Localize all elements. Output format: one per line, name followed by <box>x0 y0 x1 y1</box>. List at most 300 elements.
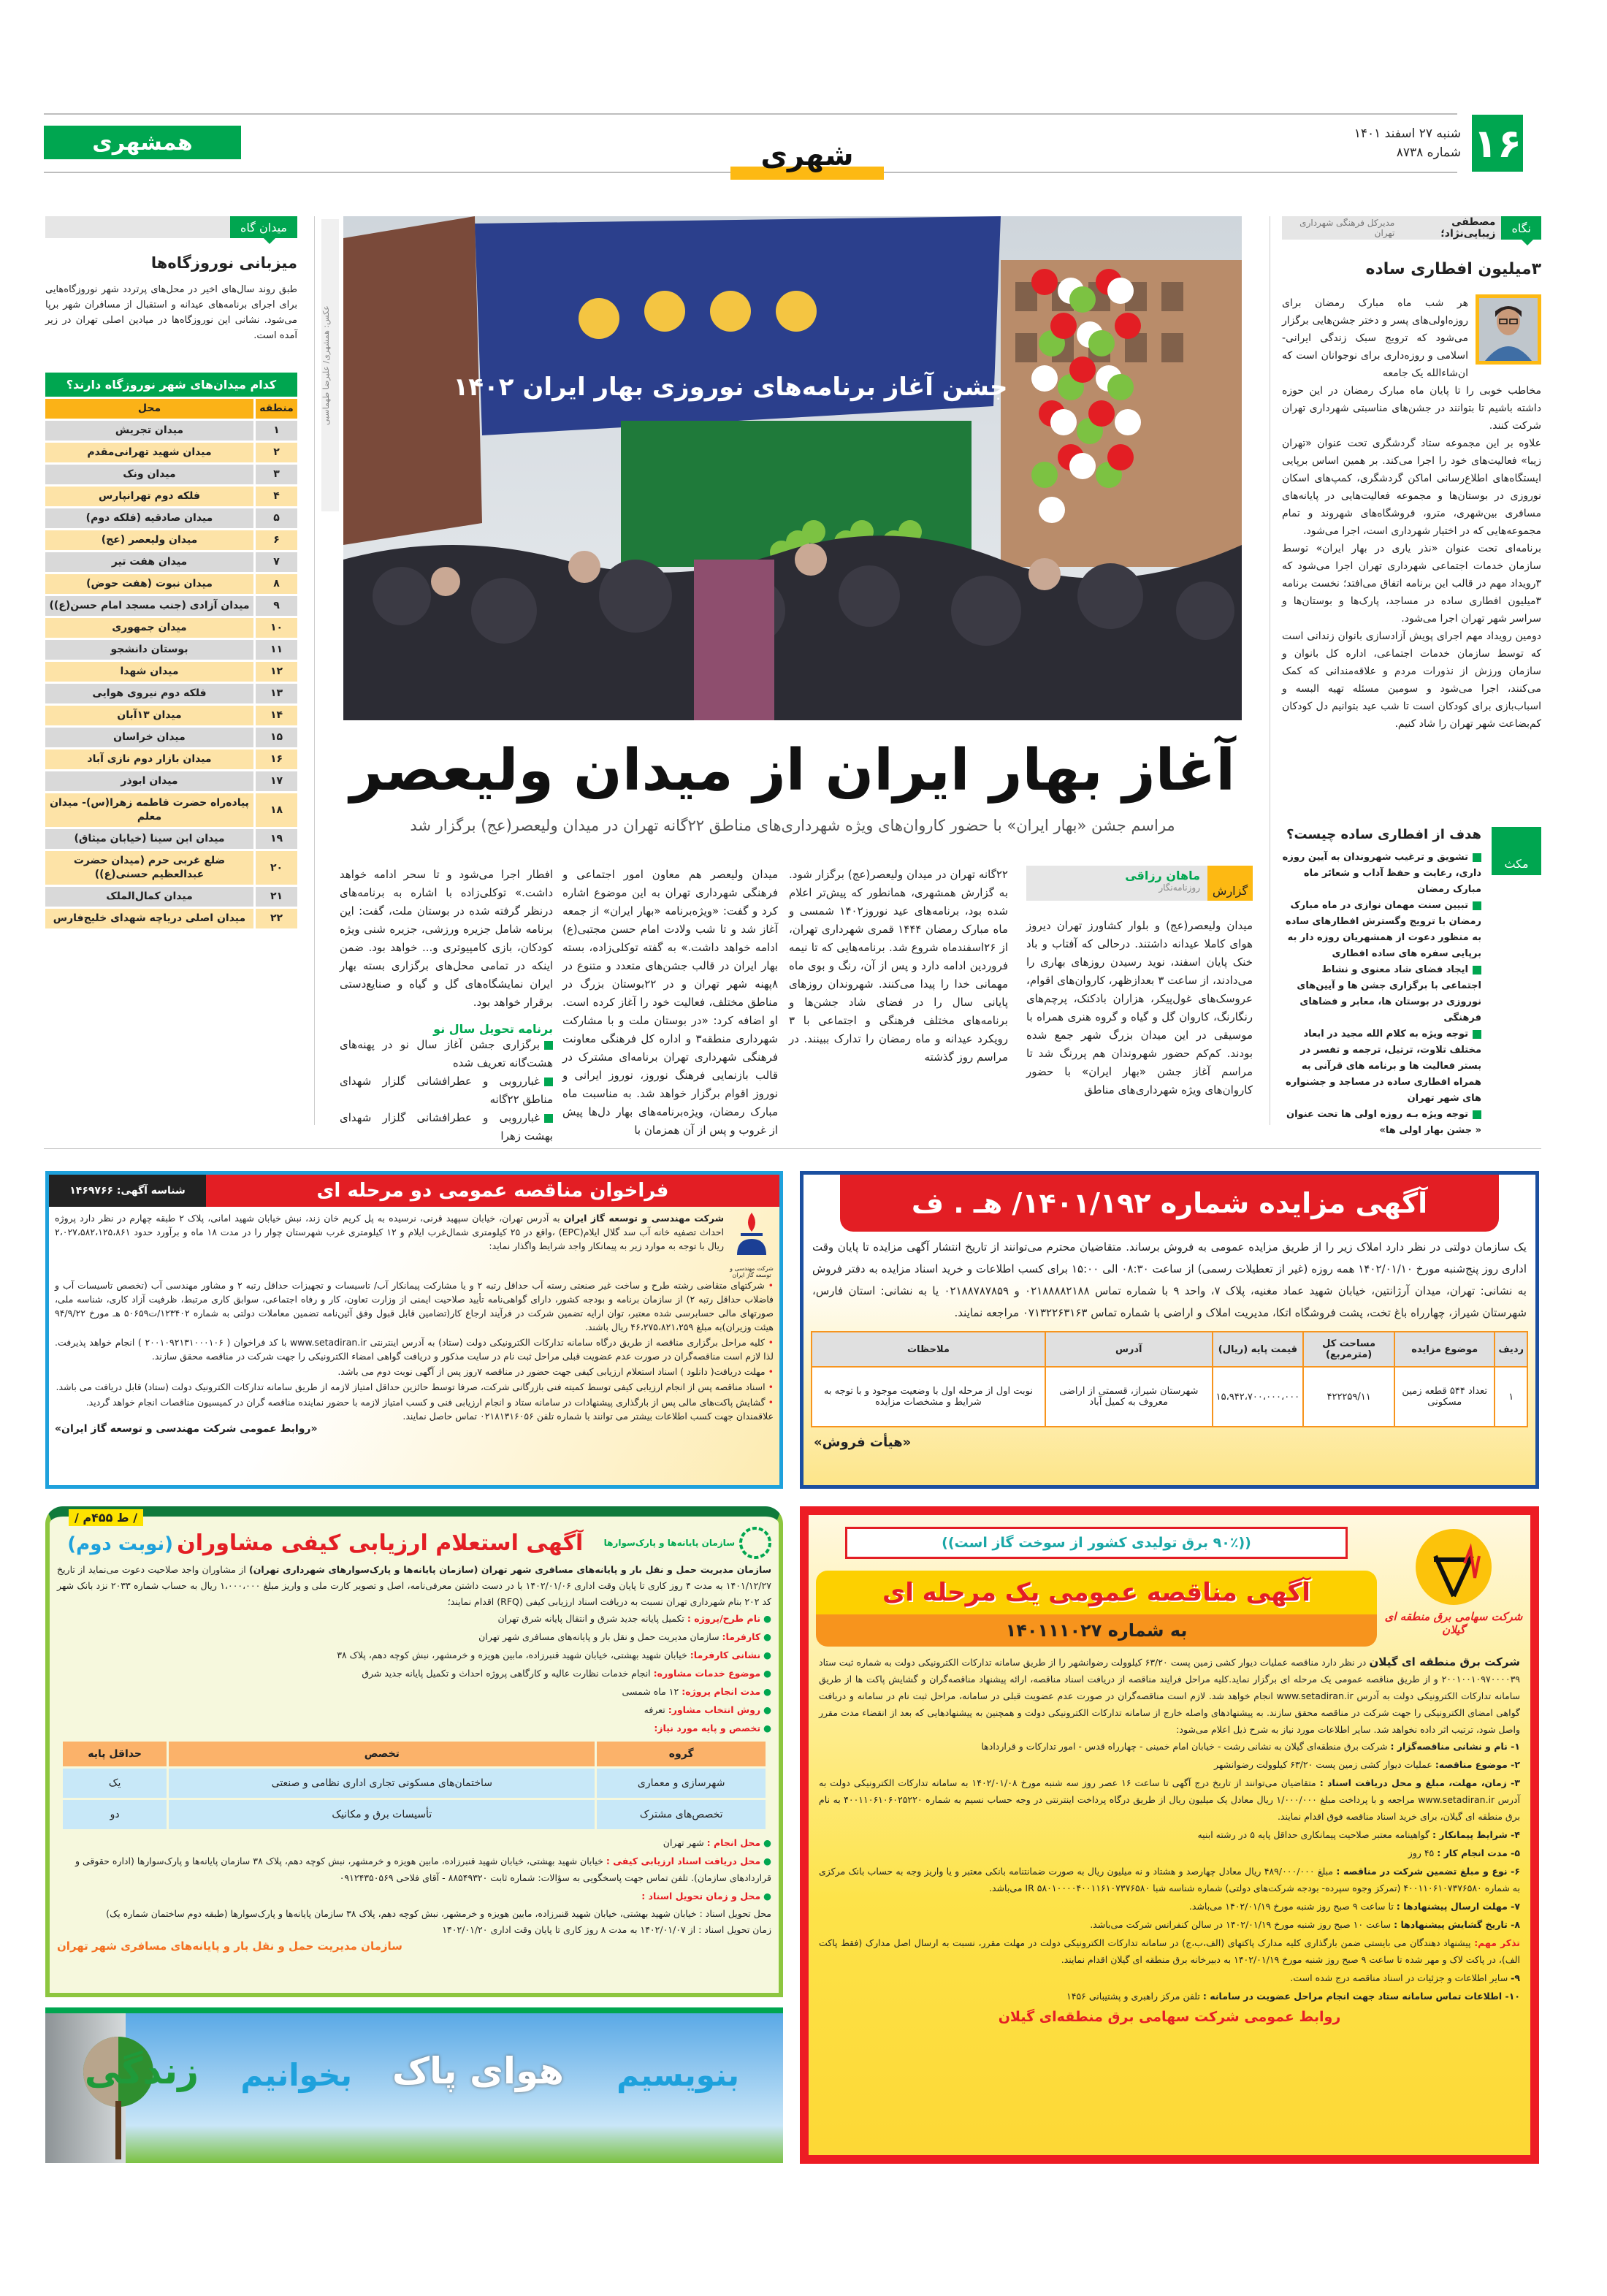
gilan-item <box>819 1756 1520 1773</box>
auction-cell: شهرستان شیراز، قسمتی از اراضی معروف به کمیل آباد <box>1045 1367 1213 1427</box>
main-subtitle: مراسم جشن «بهار ایران» با حضور کاروان‌های ویژه شهرداری‌های مناطق ۲۲گانه تهران در میدان ولیعصر(عج) برگزار شد <box>410 817 1175 834</box>
region-cell: ۱۷ <box>253 771 297 791</box>
ad-item-label: نام طرح/پروژه : <box>687 1613 761 1624</box>
consult-column-header: گروه <box>668 1748 694 1760</box>
negah-tag: نگاه <box>1501 216 1541 240</box>
bullet-icon: ● <box>760 1891 771 1902</box>
hamshahri-logo: همشهری <box>44 126 241 159</box>
gilan-item <box>819 1898 1520 1915</box>
auction-cell: تعداد ۵۴۴ قطعه زمین مسکونی <box>1394 1367 1495 1427</box>
gilan-item-value: گواهینامه معتبر صلاحیت پیمانکاری حداقل پایه ۵ در رشته ابنیه <box>1197 1829 1429 1840</box>
region-cell: ۱ <box>253 421 297 440</box>
table-row <box>63 1800 766 1829</box>
place-cell: میدان ونک <box>45 465 253 484</box>
gilan-item-label: ۸- تاریخ گشایش پیشنهادها : <box>1394 1919 1520 1930</box>
region-cell: ۱۳ <box>253 684 297 703</box>
maks-item <box>1282 850 1481 898</box>
gas-company-logo <box>730 1211 774 1278</box>
maks-item-text: توجه ویژه به کلام الله مجید در ابعاد مختلف تلاوت، ترتیل، ترجمه و تفسر در بستر فعالیت ها و برنامه های قرآنی به همراه افطاری ساده در مساجد و جشنواره های شهر تهران <box>1286 1029 1481 1104</box>
negah-intro: هر شب ماه مبارک رمضان برای روزه‌اولی‌های پسر و دختر جشن‌هایی برگزار می‌شود که ترویج سبک زندگی ایرانی-اسلامی و روزه‌داری برای نوجوانان است که ان‌شاءالله یک جامعه <box>1282 297 1468 379</box>
ad-item-value: انجام خدمات نظارت عالیه و کارگاهی پروژه احداث و تکمیل پایانه جدید شرق <box>362 1668 651 1679</box>
ad-item <box>57 1853 771 1886</box>
region-cell: ۱۸ <box>253 793 297 827</box>
ad-item-label: مدت انجام پروژه: <box>682 1686 761 1697</box>
auction-body: یک سازمان دولتی در نظر دارد املاک زیر را از طریق مزایده عمومی به فروش برساند. متقاضیان محترم می‌توانند از تاریخ انتشار آگهی مزایده تا پایان وقت اداری روز پنج‌شنبه مورخ ۱۴۰۲/۰۱/۱۰ همه روزه (غیر از تعطیلات رسمی) از ساعت ۰۸:۳۰ الی ۱۵:۰۰ برای کسب اطلاعات و خرید اسناد مزایده به دفتر فروش به نشانی: تهران، میدان آرژانتین، خیابان شهید عماد مغنیه، پلاک ۷، واحد ۹ با شماره تماس ۰۲۱۸۸۸۸۲۱۸۸ و ۰۲۱۸۸۷۸۷۸۵۹ یا به نشانی: استان فارس، شهرستان شیراز، چهارراه باغ تخت، پشت فروشگاه اتکا، مدیریت املاک و اراضی با شماره تماس ۰۷۱۳۲۲۶۳۱۶۳ مراجعه نمایند. <box>812 1240 1527 1319</box>
region-cell: ۵ <box>253 508 297 528</box>
place-cell: میدان ولیعصر (عج) <box>45 530 253 550</box>
table-row <box>45 574 297 594</box>
gilan-item-value: تا ساعت ۹ صبح روز شنبه مورخ ۱۴۰۲/۰۱/۱۹ می‌باشد. <box>1188 1901 1394 1912</box>
byline-role: روزنامه‌نگار <box>1159 882 1200 893</box>
consult-signature: سازمان مدیریت حمل و نقل بار و پایانه‌های مسافری شهر تهران <box>57 1940 402 1953</box>
bullet-icon <box>1473 966 1481 975</box>
balloon <box>1039 497 1065 523</box>
gilan-item-value: ۴۵ روز <box>1408 1847 1435 1858</box>
ad-item-label: محل و زمان تحویل اسناد : <box>641 1891 761 1902</box>
ad-item-label: تخصص و پایه مورد نیاز: <box>654 1723 761 1734</box>
ad-item-value: خیابان شهید بهشتی، خیابان شهید قنبرزاده، مابین هویزه و خرمشهر، نبش کوچه دهم، پلاک ۳۸ <box>337 1649 687 1660</box>
date-text: شنبه ۲۷ اسفند ۱۴۰۱ <box>1354 126 1461 141</box>
region-cell: ۱۲ <box>253 662 297 682</box>
banner-word-life: زندگی <box>84 2050 199 2092</box>
section-label <box>730 139 884 180</box>
ad-gas-tender <box>45 1171 783 1489</box>
gilan-item-label: ۹- <box>1511 1972 1520 1983</box>
column-header-region: منطقه <box>253 399 297 419</box>
maks-title: هدف از افطاری ساده چیست؟ <box>1286 827 1481 842</box>
program-item <box>340 1036 553 1072</box>
bullet-icon: ● <box>760 1837 771 1848</box>
bullet-icon: • <box>765 1381 774 1392</box>
gilan-item-label: ۲- موضوع مناقصه: <box>1435 1759 1520 1770</box>
maks-item-text: ایجاد فضای شاد معنوی و نشاط اجتماعی با برگزاری جشن ها و آیین‌های نوروزی در بوستان ها، معابر و فضاهای فرهنگی <box>1297 964 1481 1023</box>
table-row <box>45 465 297 484</box>
gilan-item-value: تلفن مرکز راهبری و پشتیبانی ۱۴۵۶ <box>1066 1991 1200 2002</box>
place-cell: میدان نبوت (هفت حوض) <box>45 574 253 594</box>
place-cell: پیاده‌راه حضرت فاطمه زهرا(س)- میدان معلم <box>45 793 253 827</box>
ad-gilan-tender <box>800 1506 1539 2164</box>
ad-gas-id: شناسه آگهی: ۱۴۶۹۷۶۶ <box>49 1175 206 1207</box>
negah-body <box>1282 382 1541 733</box>
ad-item-value: ۱۲ ماه شمسی <box>622 1686 679 1697</box>
gas-lead: به آدرس تهران، خیابان سپهبد قرنی، نرسیده به پل کریم خان زند، نبش خیابان شهید امانی، پلاک ۲ طبقه چهارم در نظر دارد پروژه احداث تصفیه خانه آب سد گلال ایلام(EPC) ،واقع در ۲۵ کیلومتری شمال‌غرب ایلام و ۱۲ کیلومتری غرب شهرستان چوار را در مدت ۱۸ ماه و برآورد حدود ۲،۰۲۷،۵۸۲،۱۲۵،۸۶۱ ریال با توجه به موارد زیر به پیمانکار واجد شرایط واگذار نماید: <box>55 1213 724 1251</box>
table-row <box>45 552 297 572</box>
article-text: افطار اجرا می‌شود و تا سحر ادامه خواهد داشت.» توکلی‌زاده با اشاره به برنامه‌های درنظر گرفته شده در بوستان ملت، گفت: این برنامه شامل جزیره ورزشی، جزیره شنی ویژه کودکان، بازی کامپیوتری و... خواهد بود. ضمن اینکه در تمامی محل‌های برگزاری بسته بهار ایران نمایشگاه‌های گل و گیاه و صنایع‌دستی برقرار خواهد بود. <box>340 868 553 1009</box>
consult-title: آگهی استعلام ارزیابی کیفی مشاوران <box>177 1530 584 1556</box>
place-cell: میدان شهید تهرانی‌مقدم <box>45 443 253 462</box>
bullet-icon <box>544 1078 553 1086</box>
negah-author-role: مدیرکل فرهنگی شهرداری تهران <box>1299 218 1395 238</box>
bullet-icon: ● <box>760 1613 771 1624</box>
gilan-item-label: ۱- نام و نشانی مناقصه‌گزار : <box>1390 1741 1520 1752</box>
region-cell: ۲ <box>253 443 297 462</box>
column-header-place: محل <box>45 399 253 419</box>
gilan-item-label: ۵- مدت انجام کار : <box>1437 1847 1520 1858</box>
bullet-icon: • <box>765 1366 774 1377</box>
bullet-icon <box>1473 1030 1481 1039</box>
gilan-item <box>819 1774 1520 1825</box>
ad-item-value: شهر تهران <box>663 1837 704 1848</box>
auction-column-header: آدرس <box>1045 1332 1213 1367</box>
auction-cell: ۴۲۲۲۵۹/۱۱ <box>1303 1367 1394 1427</box>
page-number: ۱۶ <box>1472 115 1523 172</box>
balloon <box>1069 286 1096 313</box>
maks-item-text: تبیین سنت مهمان نوازی در ماه مبارک رمضان با ترویج وگسترش افطارهای ساده به منظور دعوت از همشهریان روزه دار به برپایی سفره های ساده افطاری <box>1285 900 1481 959</box>
consult-delivery-time: زمان تحویل اسناد : از ۱۴۰۲/۰۱/۰۷ به مدت ۸ روز کاری تا پایان وقت اداری ۱۴۰۲/۰۱/۲۰ <box>442 1924 771 1935</box>
gilan-item-value: مبلغ ۴۸۹/۰۰۰/۰۰۰ ریال معادل چهارصد و هشتاد و نه میلیون ریال به صورت ضمانتنامه بانکی معتبر و یا واریز وجه به حساب بانک مرکزی به شماره ۴۰۰۱۱۰۶۱۰۷۳۷۶۵۸۰ (تمرکز وجوه سپرده- بودجه شرکت‌های دولتی) شماره شناسه شبا IR ۵۸۰۱۰۰۰۰۴۰۰۱۱۶۱۰۷۳۷۶۵۸۰ می‌باشد. <box>819 1866 1520 1893</box>
table-row <box>45 530 297 550</box>
region-cell: ۱۵ <box>253 728 297 747</box>
table-row <box>45 750 297 769</box>
maks-item-text: تشویق و ترغیب شهروندان به آیین روزه داری، رعایت و حفظ آداب و شعائر ماه مبارک رمضان <box>1282 852 1481 895</box>
maks-box <box>1282 827 1541 1139</box>
balloon <box>1069 356 1096 383</box>
table-row <box>45 421 297 440</box>
bullet-icon: • <box>764 1280 774 1291</box>
balloon <box>1107 444 1134 470</box>
gilan-item-label: ۳- زمان، مهلت، مبلغ و محل دریافت اسناد : <box>1319 1777 1520 1788</box>
ad-item <box>57 1701 771 1718</box>
meydangah-column <box>45 216 297 931</box>
region-cell: ۱۴ <box>253 706 297 725</box>
issue-number: شماره ۸۷۳۸ <box>1396 145 1461 160</box>
balloon <box>1088 400 1115 427</box>
consult-column-header: حداقل پایه <box>88 1748 142 1760</box>
region-cell: ۱۹ <box>253 829 297 849</box>
balloon <box>1050 409 1077 435</box>
table-row <box>45 487 297 506</box>
ad-item-value: تکمیل پایانه جدید شرق و انتقال پایانه شرق تهران <box>497 1613 684 1624</box>
consult-round: (نوبت دوم) <box>67 1533 174 1555</box>
consult-cell: شهرسازی و معماری <box>637 1777 725 1789</box>
table-row <box>45 508 297 528</box>
auction-cell: ۱ <box>1495 1367 1527 1427</box>
auction-table <box>811 1331 1528 1427</box>
gilan-item <box>819 1826 1520 1843</box>
table-row <box>45 640 297 660</box>
gilan-item <box>819 1863 1520 1896</box>
banner-word-write: بنویسیم <box>617 2057 739 2093</box>
place-cell: میدان ابوذر <box>45 771 253 791</box>
region-cell: ۳ <box>253 465 297 484</box>
bullet-icon: • <box>765 1397 774 1408</box>
table-row <box>45 771 297 791</box>
ad-item <box>57 1610 771 1627</box>
gas-company-name: شرکت مهندسی و توسعه گاز ایران <box>563 1213 724 1224</box>
place-cell: میدان صادقیه (فلکه دوم) <box>45 508 253 528</box>
negah-author: مصطفی زیبایی‌نژاد؛ <box>1440 216 1496 240</box>
table-row <box>45 909 297 928</box>
consult-cell: تأسیسات برق و مکانیک <box>332 1809 432 1820</box>
auction-column-header: موضوع مزایده <box>1394 1332 1495 1367</box>
table-row <box>45 684 297 703</box>
byline <box>1026 866 1253 901</box>
balloon <box>1050 313 1077 339</box>
table-row <box>45 851 297 885</box>
gilan-signature: روابط عمومی شرکت سهامی برق منطقه‌ای گیلان <box>998 2009 1341 2025</box>
gas-condition-text: مهلت دریافت( دانلود ) اسناد استعلام ارزیابی کیفی جهت حضور در مناقصه ۷روز پس از آگهی نوبت دوم می باشد. <box>337 1366 766 1377</box>
clean-air-banner <box>45 2007 783 2163</box>
consult-table <box>61 1739 768 1831</box>
ad-item-label: محل انجام : <box>706 1837 761 1848</box>
gilan-item <box>819 1845 1520 1861</box>
auction-column-header: مساحت کل (مترمربع) <box>1303 1332 1394 1367</box>
place-cell: میدان کمال‌الملک <box>45 887 253 907</box>
ad-auction <box>800 1171 1539 1489</box>
gilan-item-label: ۴- شرایط پیمانکار : <box>1432 1829 1520 1840</box>
balloon <box>1115 409 1141 435</box>
gilan-item <box>819 1738 1520 1755</box>
ad-item <box>57 1888 771 1904</box>
photo-credit: عکس: همشهری/ علیرضا طهماسبی <box>321 219 339 511</box>
ad-item-value: تعرفه <box>644 1704 665 1715</box>
gas-condition <box>55 1335 774 1363</box>
nowruzgah-table <box>45 397 297 931</box>
region-cell: ۲۱ <box>253 887 297 907</box>
bullet-icon: ● <box>760 1649 771 1660</box>
gilan-item-label: ۶- نوع و مبلغ تضمین شرکت در مناقصه : <box>1336 1866 1521 1877</box>
place-cell: بوستان دانشجو <box>45 640 253 660</box>
main-photo <box>343 216 1242 720</box>
article-col-3: میدان ولیعصر هم معاون امور اجتماعی و فرهنگی شهرداری تهران به این موضوع اشاره کرد و گفت: «ویژه‌برنامه «بهار ایران» از جمعه آغاز شد و تا شب ولادت امام حسن مجتبی(ع) ادامه خواهد داشت.» به گفته توکلی‌زاده، بسته بهار ایران در قالب جشن‌های متعدد و متنوع در ۸پهنه شهر تهران و در ۲۲بوستان بزرگ در مناطق مختلف، فعالیت خود را آغاز کرده است. او اضافه کرد: «در بوستان ملت و با مشارکت شهرداری منطقه۳ و اداره کل فرهنگی معاونت فرهنگی شهرداری تهران برنامه‌ای مشترک در قالب بازنمایی فرهنگ نوروز، نوروز ایرانی و نوروز اقوام برگزار خواهد شد. به مناسبت ماه مبارک رمضان، ویژه‌برنامه‌های بهار دل‌ها پیش از غروب و پس از آن همزمان با <box>562 868 778 1137</box>
region-cell: ۴ <box>253 487 297 506</box>
gilan-title: آگهی مناقصه عمومی یک مرحله ای <box>816 1571 1377 1614</box>
region-cell: ۸ <box>253 574 297 594</box>
meydangah-tag: میدان گاه <box>230 216 297 238</box>
gas-contact: علاقمندان جهت کسب اطلاعات بیشتر می توانند با شماره تلفن ۰۲۱۸۱۳۱۶۰۵۶ تماس حاصل نمایند. <box>402 1411 774 1422</box>
gilan-item-value: شرکت برق منطقه‌ای گیلان به نشانی رشت - خیابان امام خمینی - چهارراه قدس - امور تدارکات و قراردادها <box>981 1741 1388 1752</box>
negah-title: ۳میلیون افطاری ساده <box>1365 260 1541 278</box>
balloon <box>1069 453 1096 479</box>
maks-item <box>1282 898 1481 962</box>
region-cell: ۶ <box>253 530 297 550</box>
place-cell: میدان ۱۳آبان <box>45 706 253 725</box>
gilan-logo-caption: شرکت سهامی برق منطقه ای گیلان <box>1384 1610 1523 1636</box>
balloon <box>1107 278 1134 304</box>
bullet-icon <box>1473 1110 1481 1119</box>
negah-paragraph: علاوه بر این مجموعه ستاد گردشگری تحت عنوان «تهران زیبا» فعالیت‌های خود را اجرا می‌کند. بر همین اساس برپایی ایستگاه‌های اطلاع‌رسانی اماکن گردشگری، کمپ‌های اسکان نوروزی در بوستان‌ها و مجموعه فعالیت‌هایی در پایانه‌های مسافری بین‌شهری، مترو، فروشگاه‌های شهروند و تمام مجموعه‌هایی که در اختیار شهرداری است، اجرا می‌شود. <box>1282 438 1541 537</box>
gilan-item <box>819 1934 1520 1968</box>
maks-item <box>1282 962 1481 1026</box>
place-cell: فلکه دوم تهرانپارس <box>45 487 253 506</box>
gilan-item <box>819 1969 1520 1986</box>
byline-tag: گزارش <box>1207 866 1253 901</box>
terminals-org-logo <box>604 1527 771 1559</box>
gas-condition-text: شرکتهای متقاضی رشته طرح و ساخت غیر صنعتی رسته آب حداقل رتبه ۲ و یا مشارکت پیمانکار آب/ تاسیسات و تجهیزات حداقل رتبه ۲ و مشاور مهندسی آب (تخصص تاسیسات آب و فاضلاب حداقل رتبه ۲) از سازمان برنامه و بودجه کشور، دارای گواهی‌نامه تأیید صلاحیت ایمنی از وزارت تعاون، کار و رفاه اجتماعی، سوابق کاری مرتبط، ظرفیت آزاد کاری، شناسه ملی، صورتهای مالی حسابرسی شده معتبر، توان ارایه تضمین شرکت در فرآیند ارجاع کار(تضامین قابل قبول وفق آئین‌نامه تضمین معاملات دولتی به شماره ۱۲۳۴۰۲/ت۵۰۶۵۹ هـ مورخ ۹۴/۹/۲۲ هیئت وزیران)به مبلغ ۴۶،۲۷۵،۸۲۱،۲۵۹ ریال باشند. <box>55 1280 774 1332</box>
place-cell: میدان هفت تیر <box>45 552 253 572</box>
ad-gas-title: فراخوان مناقصه عمومی دو مرحله ای <box>206 1175 779 1207</box>
negah-paragraph: دومین رویداد مهم اجرای پویش آزادسازی بانوان زندانی است که توسط سازمان خدمات اجتماعی، اداره کل بانوان و سازمان ورزش از نذورات مردم و علاقه‌مندانی که کمک می‌کنند، اجرا می‌شود و سومین مسئله تهیه البسه و اسباب‌بازی برای کودکان است تا شب عید بتوانیم دل کودکان کم‌بضاعت شهر تهران را شاد کنیم. <box>1282 630 1541 730</box>
maks-item-text: توجه ویژه بـه روزه اولی ها تحت عنوان « جشن بهار اولی ها» <box>1286 1109 1481 1136</box>
auction-title: آگهی مزایده شماره ۱۴۰۱/۱۹۲/ هـ . ف <box>840 1175 1499 1232</box>
meydangah-intro: طبق روند سال‌های اخیر در محل‌های پرتردد شهر نوروزگاه‌هایی برای اجرای برنامه‌های عیدانه و استقبال از مسافران شهر برپا می‌شود. نشانی این نوروزگاه‌ها در میادین اصلی تهران در زیر آمده است. <box>45 284 297 341</box>
table-row <box>45 618 297 638</box>
ad-item <box>57 1628 771 1645</box>
place-cell: میدان بازار دوم نازی آباد <box>45 750 253 769</box>
author-photo <box>1476 294 1541 365</box>
ad-item <box>57 1647 771 1663</box>
gas-condition <box>55 1365 774 1378</box>
gilan-number: به شماره ۱۴۰۱۱۱۰۲۷ <box>816 1614 1377 1647</box>
bullet-icon <box>544 1041 553 1050</box>
gilan-item-label: ۷- مهلت ارسال پیشنهادها : <box>1396 1901 1520 1912</box>
bullet-icon: • <box>764 1337 774 1348</box>
consult-lead: از مشاوران واجد صلاحیت دعوت می‌نماید از تاریخ ۱۴۰۱/۱۲/۲۷ به مدت ۴ روز کاری تا پایان وقت اداری ۱۴۰۲/۰۱/۰۶ با در دست داشتن معرفی‌نامه، اصل و تصویر کارت ملی و واریز مبلغ ۱،۰۰۰،۰۰۰ ریال به حساب شماره ۲۰۳۳ نزد بانک شهر کد ۲۰۲ بنام شهرداری تهران نسبت به دریافت اسناد ارزیابی کیفی (RFQ) اقدام نمایند؛ <box>57 1564 771 1607</box>
gas-condition-text: اسناد مناقصه پس از انجام ارزیابی کیفی توسط کمیته فنی بازرگانی شرکت، صرفا توسط حائزین حداقل امتیاز لازمه از طریق سامانه تدارکات الکترونیک دولت (ستاد) قابل دریافت می باشد. <box>56 1381 766 1392</box>
consult-cell: دو <box>110 1809 120 1820</box>
balloon <box>1115 313 1141 339</box>
consult-cell: یک <box>108 1777 121 1789</box>
maks-tag: مکث <box>1492 827 1541 875</box>
byline-name: ماهان رزاقی <box>1125 869 1200 882</box>
place-cell: میدان جمهوری <box>45 618 253 638</box>
gas-condition-text: کلیه مراحل برگزاری مناقصه از طریق درگاه سامانه تدارکات الکترونیکی دولت (ستاد) به آدرس اینترنتی www.setadiran.ir با کد فراخوان ( ۲۰۰۱۰۹۲۱۳۱۰۰۰۱۰۶ ) انجام خواهد پذیرفت. لذا لازم است مناقصه‌گران در صورت عدم عضویت قبلی مراحل ثبت نام در سایت مذکور و دریافت گواهی امضاء الکترونیکی را جهت شرکت در مناقصه محقق سازند. <box>55 1337 774 1362</box>
ad-item-value: سازمان مدیریت حمل و نقل بار و پایانه‌های مسافری شهر تهران <box>478 1631 719 1642</box>
auction-column-header: ملاحظات <box>812 1332 1045 1367</box>
table-row <box>45 728 297 747</box>
gilan-item-value: متقاضیان می‌توانند از تاریخ درج آگهی تا ساعت ۱۶ عصر روز سه شنبه مورخ ۱۴۰۲/۰۱/۰۸ به سامانه تدارکات الکترونیکی دولت به آدرس www.setadiran.ir مراجعه و با پرداخت مبلغ ۱/۰۰۰/۰۰۰ ریال معادل یک میلیون ریال از طریق درگاه پرداخت اینترنتی در وجه حساب نسیم به شماره ۴۰۰۱۱۰۶۱۰۶۰۲۵۲۲۰ به نام برق منطقه ای گیلان، برای خرید اسناد مناقصه فوق اقدام نمایند. <box>819 1777 1520 1822</box>
bullet-icon: ● <box>760 1631 771 1642</box>
banner-word-read: بخوانیم <box>240 2057 352 2093</box>
negah-paragraph: برنامه‌ای تحت عنوان «نذر یاری در بهار ایران» توسط سازمان خدمات اجتماعی شهرداری تهران اجرا می‌شود که ۳رویداد مهم در قالب این برنامه اتفاق می‌افتد؛ نخست برنامه ۳میلیون افطاری ساده در مساجد، پارک‌ها و بوستان‌ها و سراسر شهر تهران اجرا می‌شود. <box>1282 543 1541 625</box>
auction-column-header: قیمت پایه (ریال) <box>1213 1332 1304 1367</box>
gilan-company: شرکت برق منطقه ای گیلان <box>1369 1655 1520 1668</box>
section-title: شهری <box>760 139 854 172</box>
program-item-text: غبارروبی و عطرافشانی گلزار شهدای بهشت زهرا <box>340 1111 553 1143</box>
issue-date <box>1351 124 1461 162</box>
ad-item-label: کارفرما: <box>722 1631 761 1642</box>
bullet-icon: ● <box>760 1856 771 1866</box>
place-cell: میدان شهدا <box>45 662 253 682</box>
place-cell: میدان ابن سینا (خیابان میثاق) <box>45 829 253 849</box>
region-cell: ۱۱ <box>253 640 297 660</box>
ad-item-label: محل دریافت اسناد ارزیابی کیفی : <box>606 1856 761 1866</box>
ad-item-value: خیابان شهید بهشتی، خیابان شهید قنبرزاده، مابین هویزه و خرمشهر، نبش کوچه دهم، پلاک ۳۸ سازمان پایانه‌ها و پارک‌سوارها (اداره حقوقی و قراردادهای سازمان). تلفن تماس جهت پاسخگویی به سؤالات: شماره ثابت ۸۸۵۴۹۳۲۰ - آقای فلاحی ۰۹۱۲۴۳۵۰۵۶۹ <box>75 1856 771 1883</box>
table-row <box>63 1769 766 1798</box>
bullet-icon <box>1473 853 1481 862</box>
program-item-text: غبارروبی و عطرافشانی گلزار شهدای مناطق ۲۲گانه <box>340 1075 553 1106</box>
table-title: کدام میدان‌های شهر نوروزگاه دارند؟ <box>45 373 297 397</box>
place-cell: میدان تجریش <box>45 421 253 440</box>
bullet-icon: ● <box>760 1686 771 1697</box>
table-row <box>45 596 297 616</box>
table-row <box>45 662 297 682</box>
region-cell: ۲۲ <box>253 909 297 928</box>
consult-cell: تخصص‌های مشترک <box>639 1809 723 1820</box>
region-cell: ۲۰ <box>253 851 297 885</box>
gilan-item-value: پیشنهاد دهندگان می بایستی ضمن بارگذاری کلیه مدارک پاکتهای (الف،ب،ج) در سامانه تدارکات الکترونیکی دولت در مهلت مقرر، نسبت به ارسال اصل مدارک (فقط پاکت الف)، در پاکت لاک و مهر شده تا ساعت ۹ صبح روز شنبه مورخ ۱۴۰۲/۰۱/۱۹ به دبیرخانه برق منطقه ای گیلان اقدام نمایند. <box>819 1937 1520 1965</box>
auction-cell: نوبت اول از مرحله اول با وضعیت موجود و با توجه به شرایط و مشخصات مزایده <box>812 1367 1045 1427</box>
gilan-logo <box>1384 1527 1523 1647</box>
region-cell: ۱۶ <box>253 750 297 769</box>
gilan-item <box>819 1916 1520 1933</box>
gilan-item-value: ساعت ۱۰ صبح روز شنبه مورخ ۱۴۰۲/۰۱/۱۹ در سالن کنفرانس شرکت می‌باشد. <box>1090 1919 1392 1930</box>
auction-column-header: ردیف <box>1495 1332 1527 1367</box>
ad-item-label: نشانی کارفرما: <box>690 1649 761 1660</box>
balloon <box>1031 365 1058 392</box>
region-cell: ۷ <box>253 552 297 572</box>
ad-item-label: روش انتخاب مشاور: <box>668 1704 761 1715</box>
place-cell: فلکه دوم نیروی هوایی <box>45 684 253 703</box>
photo-banner-text: جشن آغاز برنامه‌های نوروزی بهار ایران ۱۴۰۲ <box>453 373 1008 402</box>
table-row <box>45 829 297 849</box>
place-cell: میدان اصلی دریاچه شهدای خلیج‌فارس <box>45 909 253 928</box>
meydangah-title: میزبانی نوروزگاه‌ها <box>150 254 297 272</box>
table-row <box>45 793 297 827</box>
negah-column <box>1282 216 1541 733</box>
consult-org: سازمان مدیریت حمل و نقل بار و پایانه‌های مسافری شهر تهران (سازمان پایانه‌ها و پارک‌سوارهای شهرداری تهران) <box>249 1564 771 1575</box>
place-cell: ضلع غربی حرم (میدان حضرت عبدالعظیم حسنی(ع)) <box>45 851 253 885</box>
gas-condition <box>55 1395 774 1409</box>
article-col-2: ۲۲گانه تهران در میدان ولیعصر(عج) برگزار شود. به گزارش همشهری، همانطور که پیش‌تر اعلام شده بود، برنامه‌های عید نوروز۱۴۰۲ شمسی و ماه مبارک رمضان ۱۴۴۴ قمری شهرداری تهران، از ۲۶اسفندماه شروع شد. برنامه‌هایی که تا نیمه فروردین ادامه دارد و پس از آن، رنگ و بوی ماه مهمانی خدا را پیدا می‌کنند. شهروندان روزهای پایانی سال را در فضای شاد جشن‌ها و برنامه‌های مختلف فرهنگی و اجتماعی با ۳ رویکرد عیدانه و ماه رمضان را تدارک ببینند. در مراسم روز گذشته <box>789 868 1008 1064</box>
bullet-icon <box>1473 901 1481 910</box>
ad-item <box>57 1683 771 1700</box>
ad-item <box>57 1834 771 1851</box>
gilan-item-value: سایر اطلاعات و جزئیات در اسناد مناقصه درج شده است. <box>1290 1972 1508 1983</box>
ad-item <box>57 1665 771 1682</box>
negah-paragraph: مخاطب خوبی را تا پایان ماه مبارک رمضان در این حوزه داشته باشیم تا بتوانند در جشن‌های مناسبتی شهرداری تهران شرکت کنند. <box>1282 385 1541 432</box>
balloon <box>1031 462 1058 488</box>
balloon <box>1031 269 1058 295</box>
consult-delivery: محل تحویل اسناد : خیابان شهید بهشتی، خیابان شهید قنبرزاده، مابین هویزه و خرمشهر، نبش کوچه دهم، پلاک ۳۸ سازمان پایانه‌ها و پارک‌سوارها (طبقه دوم ساختمان شماره یک) <box>106 1908 771 1919</box>
maks-item <box>1282 1026 1481 1107</box>
table-row <box>45 887 297 907</box>
bullet-icon: ● <box>760 1704 771 1715</box>
place-cell: میدان خراسان <box>45 728 253 747</box>
gas-condition <box>55 1278 774 1334</box>
balloon <box>1088 330 1115 356</box>
gas-condition-text: گشایش پاکت‌های مالی پس از بارگذاری پیشنهادات در سامانه ستاد و انجام ارزیابی فنی و کسب امتیاز لازمه با حضور نماینده مناقصه گران در کمیسیون مناقصات انجام خواهد گردید. <box>85 1397 766 1408</box>
gas-signature: «روابط عمومی شرکت مهندسی و توسعه گاز ایران» <box>55 1423 318 1435</box>
ad-consultants <box>45 1506 783 1997</box>
bullet-icon <box>544 1114 553 1123</box>
consult-code: / ط ۴۵۵م / <box>69 1509 143 1526</box>
region-cell: ۹ <box>253 596 297 616</box>
consult-cell: ساختمان‌های مسکونی تجاری اداری نظامی و صنعتی <box>271 1777 492 1789</box>
program-item <box>340 1072 553 1109</box>
gilan-lead: در نظر دارد مناقصه عملیات دیوار کشی زمین پست ۶۳/۲۰ کیلوولت رضوانشهر را از طریق سامانه تدارکات الکترونیکی دولت به شماره ثبت ستاد ۲۰۰۱۰۰۱۰۹۷۰۰۰۰۳۹ و از طریق مناقصه عمومی یک مرحله ای برگزار نماید.کلیه مراحل فرایند مناقصه از دریافت اسناد مناقصه، ارائه پیشنهاد مناقصه‌گران و گشایش پاکت ها از طریق سامانه تدارکات الکترونیکی دولت به آدرس www.setadiran.ir انجام خواهد شد. لازم است مناقصه‌گران در صورت عدم عضویت قبلی در سامانه، مراحل ثبت نام در سامانه و دریافت گواهی امضای الکترونیکی را جهت شرکت در مناقصه محقق سازند. به پیشنهادهای واصله خارج از سامانه تدارکات الکترونیکی دولت و همچنین به پیشنهادهایی که بعد از انقضاء مدت مقرر واصل شود، ترتیب اثر داده نخواهد شد. سایر اطلاعات مورد نیاز به شرح ذیل اعلام می‌شود: <box>819 1657 1520 1735</box>
org-logo-text: سازمان پایانه‌ها و پارک‌سوارها <box>603 1538 735 1548</box>
bullet-icon: ● <box>760 1723 771 1734</box>
gilan-item-value: عملیات دیوار کشی زمین پست ۶۳/۲۰ کیلوولت رضوانشهر <box>1213 1759 1432 1770</box>
ad-item <box>57 1720 771 1736</box>
region-cell: ۱۰ <box>253 618 297 638</box>
gas-condition <box>55 1380 774 1394</box>
gilan-slogan: ((۹۰٪ برق تولیدی کشور از سوخت گاز است)) <box>845 1527 1348 1559</box>
article-col-1 <box>1026 866 1253 1114</box>
table-row <box>45 443 297 462</box>
auction-cell: ۱۵،۹۴۲،۷۰۰،۰۰۰،۰۰۰ <box>1213 1367 1304 1427</box>
program-item <box>340 1109 553 1145</box>
table-row <box>45 706 297 725</box>
negah-tagbar <box>1282 216 1541 240</box>
gilan-item-label: تذکر مهم: <box>1474 1937 1520 1948</box>
place-cell: میدان آزادی (جنب مسجد امام حسن(ع)) <box>45 596 253 616</box>
auction-signature: «هیأت فروش» <box>814 1435 912 1450</box>
gas-logo-caption: شرکت مهندسی و توسعه گاز ایران <box>730 1265 774 1278</box>
article-col-4 <box>340 866 553 1145</box>
article-text: میدان ولیعصر(عج) و بلوار کشاورز تهران دیروز هوای کاملا عیدانه داشتند. درحالی که آفتاب و باد خنک پایان اسفند، نوید رسیدن روزهای بهاری را می‌دادند، از ساعت ۳ بعدازظهر، کاروان‌های اقوام، عروسک‌های غول‌پیکر، هزاران بادکنک، پرچم‌های رنگارنگ، کاروان گل و گیاه و گروه هنری همراه با موسیقی در این میدان بزرگ شهر جمع شده بودند. کم‌کم حضور شهروندان هم پررنگ شد تا مراسم آغاز جشن «بهار ایران» با حضور کاروان‌های ویژه شهرداری‌های مناطق <box>1026 919 1253 1096</box>
ad-item-label: موضوع خدمات مشاوره: <box>653 1668 761 1679</box>
banner-word-clean-air: هوای پاک <box>392 2050 564 2092</box>
main-headline: آغاز بهار ایران از میدان ولیعصر <box>350 738 1235 804</box>
balloon <box>802 520 825 544</box>
bullet-icon: ● <box>760 1668 771 1679</box>
balloon <box>1107 374 1134 400</box>
consult-column-header: تخصص <box>364 1748 400 1760</box>
article-subhead: برنامه تحویل سال نو <box>433 1022 553 1036</box>
gilan-item-label: ۱۰- اطلاعات تماس سامانه ستاد جهت انجام مراحل عضویت در سامانه : <box>1202 1991 1520 2002</box>
